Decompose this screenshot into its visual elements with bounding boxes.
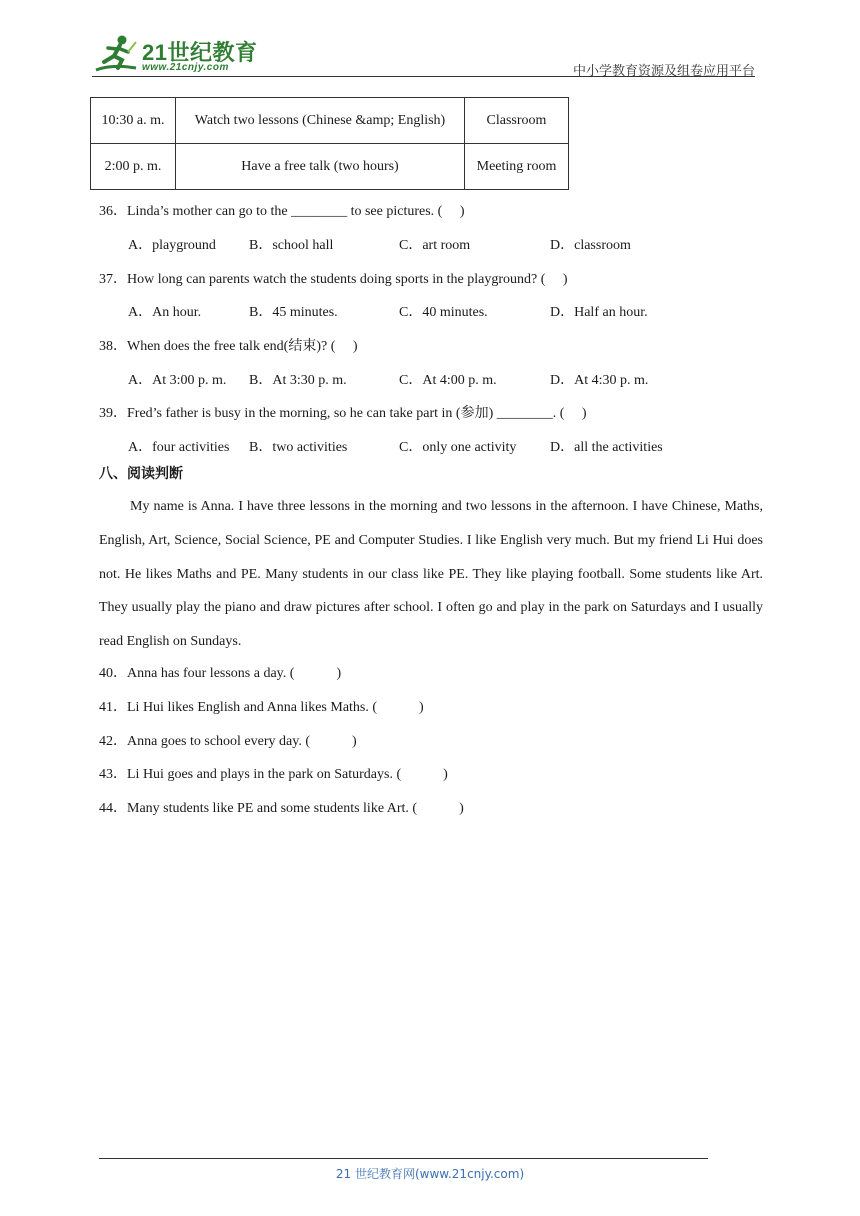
section-title: 八、阅读判断: [99, 466, 183, 482]
option-a[interactable]: A．An hour.: [128, 305, 202, 320]
activity-cell: Watch two lessons (Chinese &amp; English): [176, 98, 465, 144]
platform-name: 中小学教育资源及组卷应用平台: [572, 64, 755, 79]
logo-url: www.21cnjy.com: [142, 62, 229, 73]
site-logo: [92, 34, 262, 78]
option-c[interactable]: C．40 minutes.: [399, 305, 488, 320]
footer-text[interactable]: 21 世纪教育网(www.21cnjy.com): [335, 1167, 525, 1181]
judgment-item: 43．Li Hui goes and plays in the park on Saturdays. ( ): [99, 767, 448, 782]
footer-divider: [99, 1158, 708, 1159]
passage-text: My name is Anna. I have three lessons in the morning and two lessons in the afternoon. I have Chinese, Maths, English, Art, Science, Social Science, PE and Computer Studies. I like English very much. But my friend Li Hui does not. He likes Maths and PE. Many students in our class like PE. They like playing football. Some students like Art. They usually play the piano and draw pictures after school. I often go and play in the park on Saturdays and I usually read English on Sundays.: [99, 499, 763, 650]
activity-cell: Have a free talk (two hours): [176, 144, 465, 190]
option-c[interactable]: C．only one activity: [399, 440, 517, 455]
schedule-table: [90, 97, 569, 190]
time-cell: 10:30 a. m.: [91, 98, 176, 144]
judgment-item: 42．Anna goes to school every day. ( ): [99, 734, 357, 749]
runner-logo-icon: [92, 34, 140, 76]
place-cell: Meeting room: [465, 144, 569, 190]
reading-passage: [99, 490, 763, 659]
option-b[interactable]: B．two activities: [249, 440, 348, 455]
logo-text: 21世纪教育: [142, 40, 258, 65]
judgment-item: 41．Li Hui likes English and Anna likes Maths. ( ): [99, 700, 424, 715]
question-stem: 38．When does the free talk end(结束)? ( ): [99, 339, 358, 354]
option-d[interactable]: D．Half an hour.: [550, 305, 648, 320]
question-stem: 37．How long can parents watch the students doing sports in the playground? ( ): [99, 272, 568, 287]
place-cell: Classroom: [465, 98, 569, 144]
option-b[interactable]: B．At 3:30 p. m.: [249, 373, 347, 388]
question-stem: 36．Linda’s mother can go to the ________ to see pictures. ( ): [99, 204, 465, 219]
header-divider: [92, 76, 755, 77]
option-a[interactable]: A．four activities: [128, 440, 230, 455]
table-row: [91, 144, 569, 190]
page-header: [0, 0, 860, 80]
option-d[interactable]: D．At 4:30 p. m.: [550, 373, 649, 388]
option-b[interactable]: B．school hall: [249, 238, 334, 253]
time-cell: 2:00 p. m.: [91, 144, 176, 190]
option-c[interactable]: C．art room: [399, 238, 471, 253]
option-b[interactable]: B．45 minutes.: [249, 305, 338, 320]
option-a[interactable]: A．At 3:00 p. m.: [128, 373, 227, 388]
table-row: [91, 98, 569, 144]
option-d[interactable]: D．all the activities: [550, 440, 663, 455]
option-c[interactable]: C．At 4:00 p. m.: [399, 373, 497, 388]
option-a[interactable]: A．playground: [128, 238, 216, 253]
option-d[interactable]: D．classroom: [550, 238, 631, 253]
judgment-item: 40．Anna has four lessons a day. ( ): [99, 666, 342, 681]
judgment-item: 44．Many students like PE and some students like Art. ( ): [99, 801, 464, 816]
question-stem: 39．Fred’s father is busy in the morning, so he can take part in (参加) ________. ( ): [99, 406, 587, 421]
